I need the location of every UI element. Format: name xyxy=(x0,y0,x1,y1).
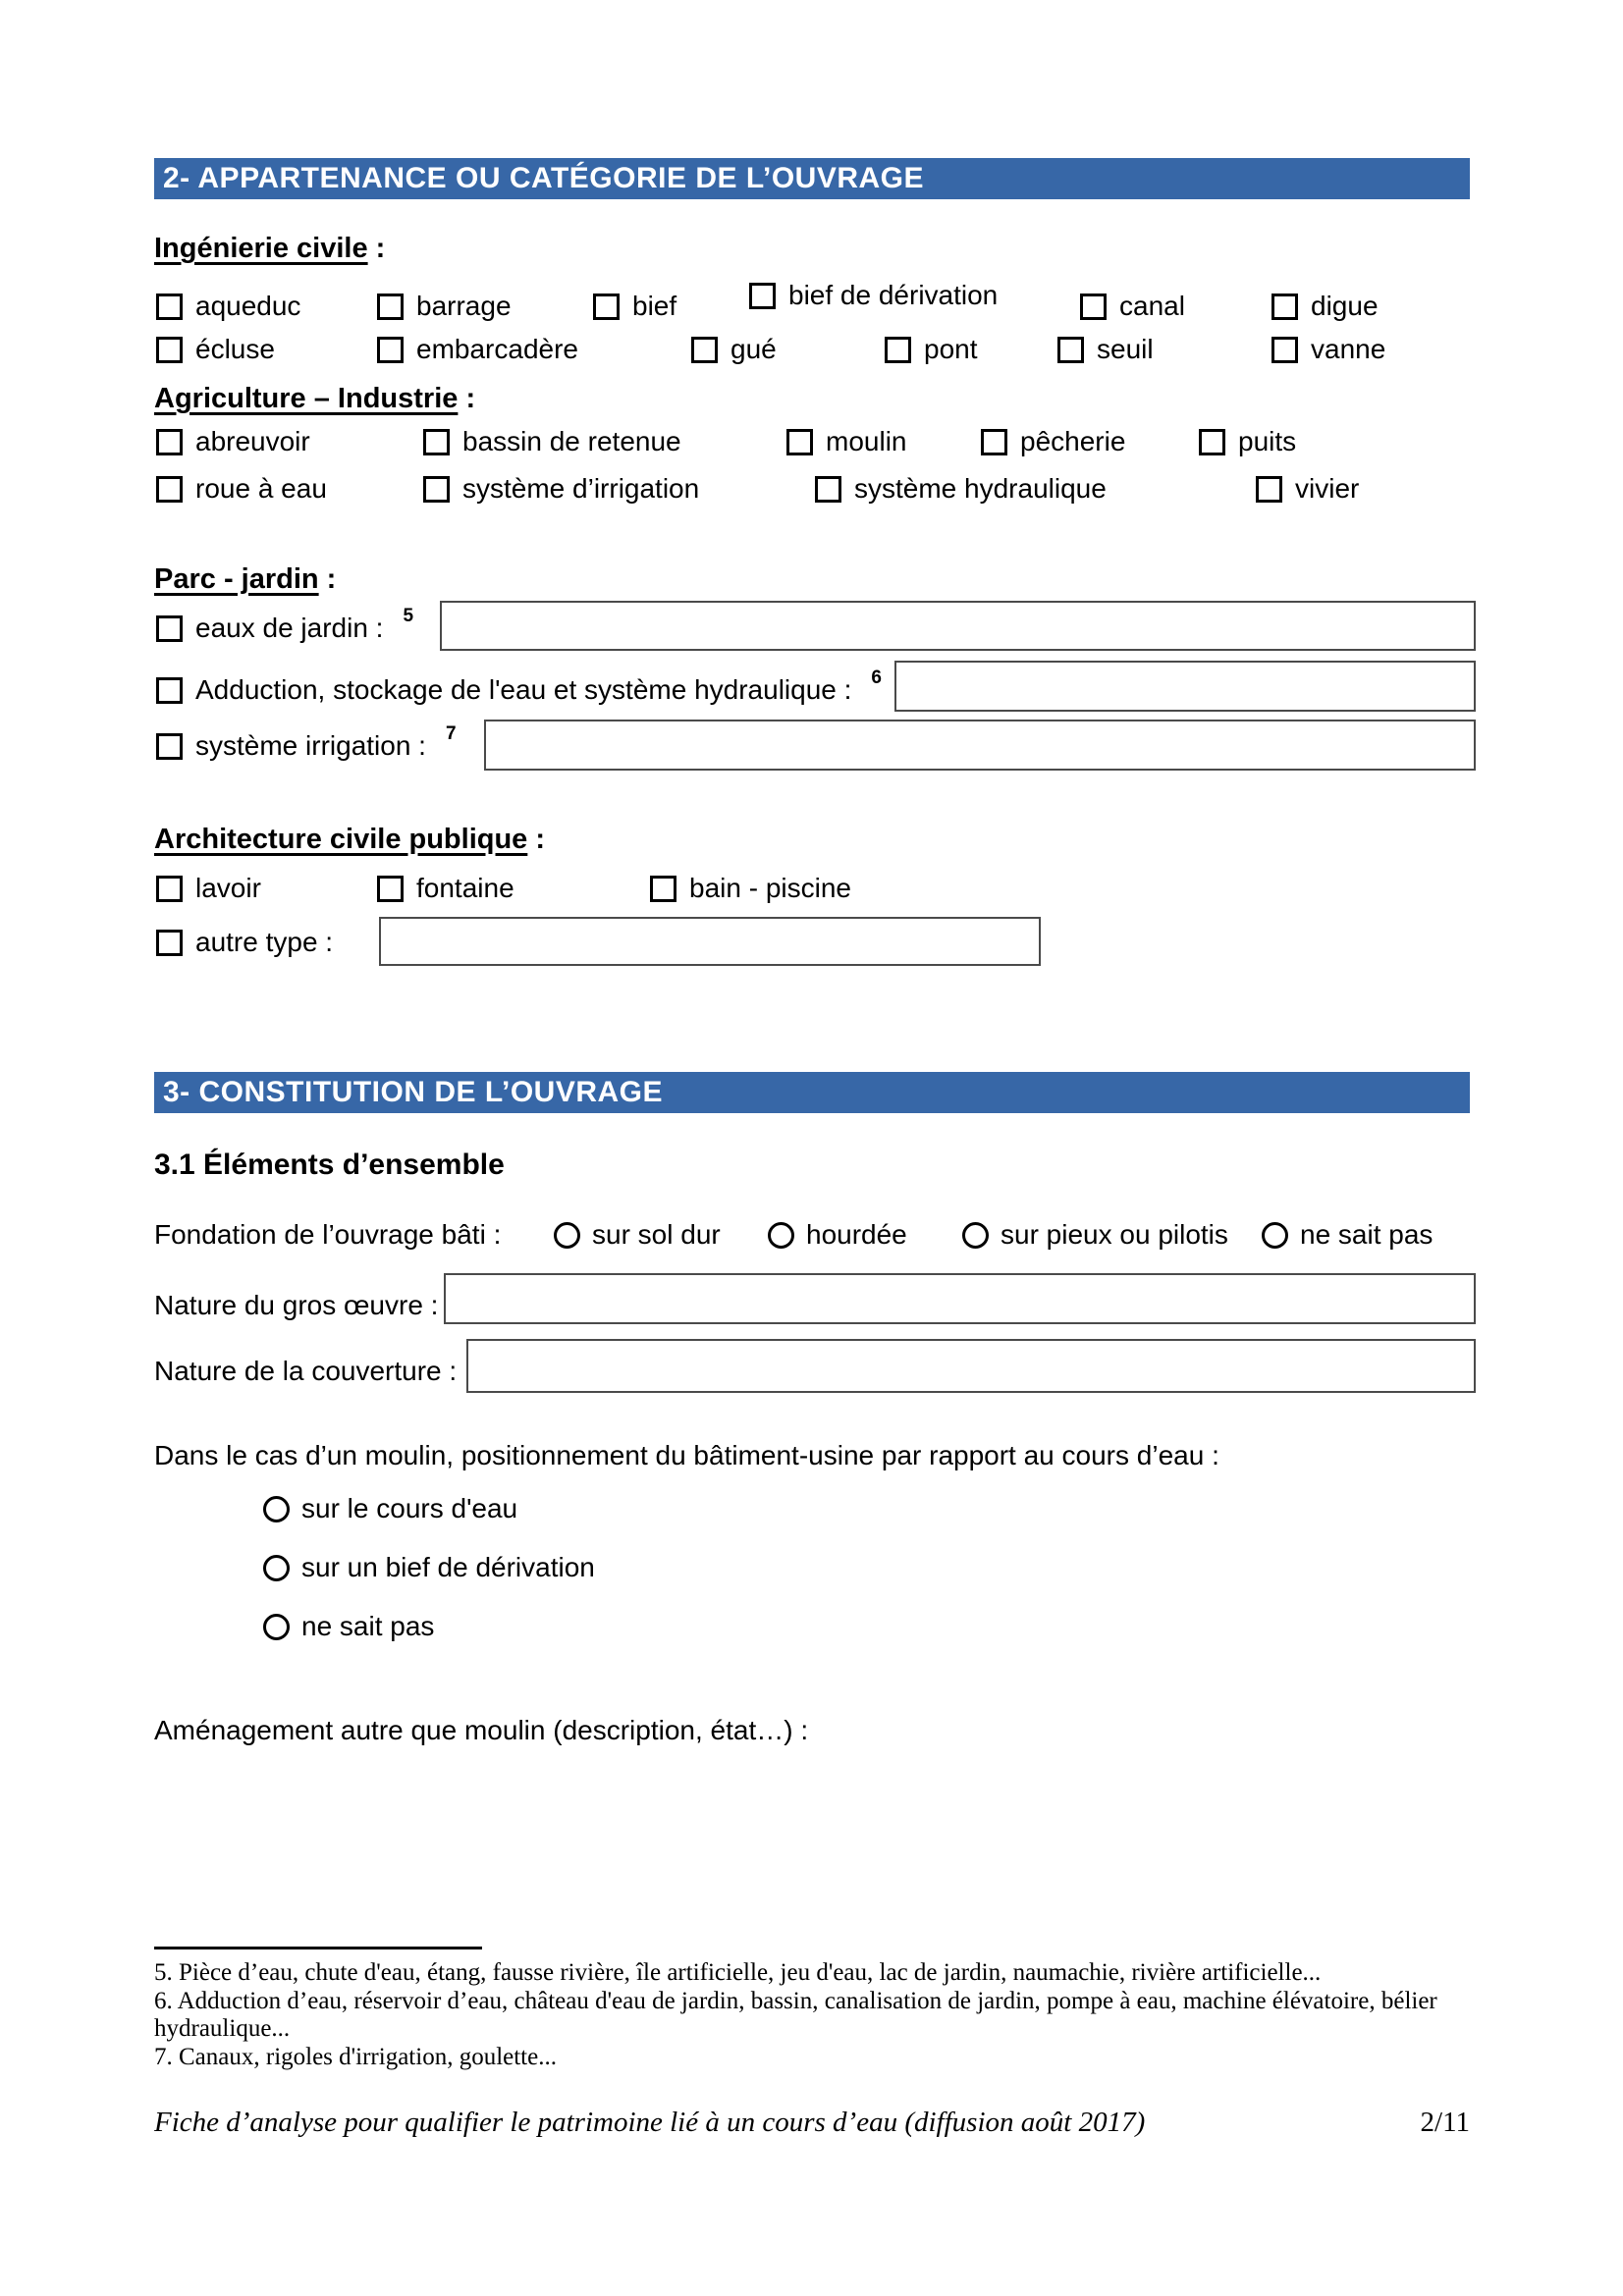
section-3-header-bar xyxy=(154,1072,1470,1113)
radio-sur-pieux-ou-pilotis[interactable] xyxy=(962,1215,1228,1255)
checkbox-square[interactable] xyxy=(885,337,911,363)
checkbox-square[interactable] xyxy=(423,476,450,503)
eaux-de-jardin-input[interactable] xyxy=(440,601,1476,651)
checkbox-square[interactable] xyxy=(156,294,183,320)
checkbox-label: système hydraulique xyxy=(854,473,1107,504)
radio-label: sur le cours d'eau xyxy=(301,1493,518,1523)
radio-label: sur sol dur xyxy=(592,1219,721,1250)
checkbox-vivier[interactable] xyxy=(1256,469,1359,508)
radio-circle[interactable] xyxy=(263,1614,290,1640)
checkbox-square[interactable] xyxy=(1057,337,1084,363)
footer-title: Fiche d’analyse pour qualifier le patrimoine lié à un cours d’eau (diffusion août 2017) xyxy=(154,2107,1146,2138)
checkbox-label: vivier xyxy=(1295,473,1360,504)
checkbox-label: barrage xyxy=(416,291,512,321)
page-footer xyxy=(154,2107,1470,2139)
checkbox-bassin-de-retenue[interactable] xyxy=(423,422,681,461)
checkbox-square[interactable] xyxy=(749,283,776,309)
couverture-label: Nature de la couverture : xyxy=(154,1356,458,1386)
checkbox-square[interactable] xyxy=(377,337,404,363)
footnotes xyxy=(154,1959,1470,2071)
radio-circle[interactable] xyxy=(962,1222,989,1249)
checkbox-label: digue xyxy=(1311,291,1379,321)
radio-label: ne sait pas xyxy=(301,1611,435,1641)
checkbox-digue[interactable] xyxy=(1271,287,1379,326)
gros-oeuvre-input[interactable] xyxy=(444,1273,1476,1324)
radio-ne-sait-pas-moulin[interactable] xyxy=(263,1607,434,1646)
heading-agriculture-industrie: Agriculture – Industrie : xyxy=(154,383,476,414)
checkbox-label: bief xyxy=(632,291,677,321)
checkbox-label: pêcherie xyxy=(1020,426,1126,456)
checkbox-bief-de-derivation[interactable] xyxy=(749,276,998,315)
checkbox-systeme-hydraulique[interactable] xyxy=(815,469,1107,508)
checkbox-lavoir[interactable] xyxy=(156,869,261,908)
checkbox-label: système irrigation : xyxy=(195,730,426,761)
radio-hourdee[interactable] xyxy=(768,1215,907,1255)
footnote-6: 6. Adduction d’eau, réservoir d’eau, château d'eau de jardin, bassin, canalisation de jardin, pompe à eau, machine élévatoire, bélier hydraulique... xyxy=(154,1987,1437,2042)
checkbox-seuil[interactable] xyxy=(1057,330,1154,369)
checkbox-aqueduc[interactable] xyxy=(156,287,300,326)
checkbox-pont[interactable] xyxy=(885,330,978,369)
checkbox-label: bain - piscine xyxy=(689,873,851,903)
checkbox-label: autre type : xyxy=(195,927,334,957)
footnote-7: 7. Canaux, rigoles d'irrigation, goulette... xyxy=(154,2043,557,2070)
checkbox-bief[interactable] xyxy=(593,287,676,326)
radio-label: ne sait pas xyxy=(1300,1219,1434,1250)
checkbox-moulin[interactable] xyxy=(786,422,906,461)
checkbox-embarcadere[interactable] xyxy=(377,330,578,369)
footnote-ref-6: 6 xyxy=(871,667,882,688)
checkbox-square[interactable] xyxy=(156,733,183,760)
checkbox-label: aqueduc xyxy=(195,291,301,321)
checkbox-square[interactable] xyxy=(1271,294,1298,320)
checkbox-square[interactable] xyxy=(377,294,404,320)
checkbox-square[interactable] xyxy=(1256,476,1282,503)
checkbox-square[interactable] xyxy=(786,429,813,455)
checkbox-label: lavoir xyxy=(195,873,261,903)
checkbox-label: système d’irrigation xyxy=(462,473,700,504)
checkbox-vanne[interactable] xyxy=(1271,330,1385,369)
checkbox-label: pont xyxy=(924,334,978,364)
radio-label: sur un bief de dérivation xyxy=(301,1552,595,1582)
systeme-irrigation-input[interactable] xyxy=(484,720,1476,771)
section-3-title: 3- CONSTITUTION DE L’OUVRAGE xyxy=(163,1076,664,1108)
checkbox-square[interactable] xyxy=(156,615,183,642)
checkbox-fontaine[interactable] xyxy=(377,869,514,908)
checkbox-pecherie[interactable] xyxy=(981,422,1125,461)
radio-circle[interactable] xyxy=(1262,1222,1288,1249)
checkbox-systeme-irrigation-agri[interactable] xyxy=(423,469,699,508)
checkbox-square[interactable] xyxy=(650,876,676,902)
radio-sur-sol-dur[interactable] xyxy=(554,1215,721,1255)
section-2-header-bar xyxy=(154,158,1470,199)
checkbox-square[interactable] xyxy=(156,476,183,503)
checkbox-eaux-de-jardin[interactable] xyxy=(156,606,414,648)
checkbox-square[interactable] xyxy=(156,930,183,956)
checkbox-square[interactable] xyxy=(156,429,183,455)
couverture-input[interactable] xyxy=(466,1339,1476,1393)
checkbox-square[interactable] xyxy=(691,337,718,363)
footnote-ref-5: 5 xyxy=(403,606,414,626)
checkbox-canal[interactable] xyxy=(1080,287,1185,326)
checkbox-square[interactable] xyxy=(156,677,183,704)
checkbox-abreuvoir[interactable] xyxy=(156,422,310,461)
checkbox-systeme-irrigation-parc[interactable] xyxy=(156,723,457,766)
checkbox-label: moulin xyxy=(826,426,907,456)
checkbox-square[interactable] xyxy=(1080,294,1107,320)
subheading-elements-ensemble: 3.1 Éléments d’ensemble xyxy=(154,1148,505,1181)
checkbox-label: bief de dérivation xyxy=(788,280,999,310)
footnote-separator xyxy=(154,1947,482,1949)
checkbox-label: Adduction, stockage de l'eau et système hydraulique : xyxy=(195,674,852,705)
footnote-ref-7: 7 xyxy=(445,723,457,744)
checkbox-label: vanne xyxy=(1311,334,1386,364)
footnote-5: 5. Pièce d’eau, chute d'eau, étang, fausse rivière, île artificielle, jeu d'eau, lac de jardin, naumachie, rivière artificielle... xyxy=(154,1959,1322,1986)
page-number: 2/11 xyxy=(1420,2107,1470,2138)
radio-circle[interactable] xyxy=(768,1222,794,1249)
checkbox-square[interactable] xyxy=(1271,337,1298,363)
checkbox-ecluse[interactable] xyxy=(156,330,275,369)
checkbox-gue[interactable] xyxy=(691,330,777,369)
checkbox-label: gué xyxy=(730,334,777,364)
checkbox-roue-a-eau[interactable] xyxy=(156,469,327,508)
heading-parc-jardin: Parc - jardin : xyxy=(154,563,337,595)
checkbox-square[interactable] xyxy=(815,476,841,503)
autre-type-input[interactable] xyxy=(379,917,1041,966)
radio-circle[interactable] xyxy=(263,1496,290,1522)
checkbox-square[interactable] xyxy=(156,876,183,902)
checkbox-label: embarcadère xyxy=(416,334,578,364)
checkbox-label: bassin de retenue xyxy=(462,426,681,456)
checkbox-barrage[interactable] xyxy=(377,287,512,326)
checkbox-puits[interactable] xyxy=(1199,422,1296,461)
checkbox-label: fontaine xyxy=(416,873,514,903)
heading-ingenierie-civile: Ingénierie civile : xyxy=(154,233,386,264)
heading-architecture-civile-publique: Architecture civile publique : xyxy=(154,824,546,855)
checkbox-label: écluse xyxy=(195,334,275,364)
amenagement-label: Aménagement autre que moulin (description, état…) : xyxy=(154,1715,809,1745)
checkbox-label: puits xyxy=(1238,426,1297,456)
radio-ne-sait-pas-fondation[interactable] xyxy=(1262,1215,1433,1255)
checkbox-square[interactable] xyxy=(593,294,620,320)
radio-label: hourdée xyxy=(806,1219,907,1250)
checkbox-label: roue à eau xyxy=(195,473,327,504)
checkbox-bain-piscine[interactable] xyxy=(650,869,851,908)
section-2-title: 2- APPARTENANCE OU CATÉGORIE DE L’OUVRAGE xyxy=(163,162,925,194)
checkbox-square[interactable] xyxy=(981,429,1007,455)
checkbox-label: canal xyxy=(1119,291,1185,321)
radio-circle[interactable] xyxy=(263,1555,290,1581)
radio-sur-un-bief-de-derivation[interactable] xyxy=(263,1548,595,1587)
checkbox-square[interactable] xyxy=(377,876,404,902)
radio-label: sur pieux ou pilotis xyxy=(1001,1219,1228,1250)
checkbox-square[interactable] xyxy=(1199,429,1225,455)
radio-sur-le-cours-d-eau[interactable] xyxy=(263,1489,517,1528)
checkbox-autre-type[interactable] xyxy=(156,923,333,962)
fondation-label: Fondation de l’ouvrage bâti : xyxy=(154,1219,502,1250)
gros-oeuvre-label: Nature du gros œuvre : xyxy=(154,1290,439,1320)
checkbox-square[interactable] xyxy=(156,337,183,363)
moulin-position-label: Dans le cas d’un moulin, positionnement du bâtiment-usine par rapport au cours d’eau : xyxy=(154,1440,1219,1470)
radio-circle[interactable] xyxy=(554,1222,580,1249)
checkbox-label: abreuvoir xyxy=(195,426,310,456)
checkbox-square[interactable] xyxy=(423,429,450,455)
adduction-stockage-input[interactable] xyxy=(894,661,1476,712)
checkbox-label: seuil xyxy=(1097,334,1154,364)
checkbox-label: eaux de jardin : xyxy=(195,613,384,643)
checkbox-adduction-stockage[interactable] xyxy=(156,667,882,710)
